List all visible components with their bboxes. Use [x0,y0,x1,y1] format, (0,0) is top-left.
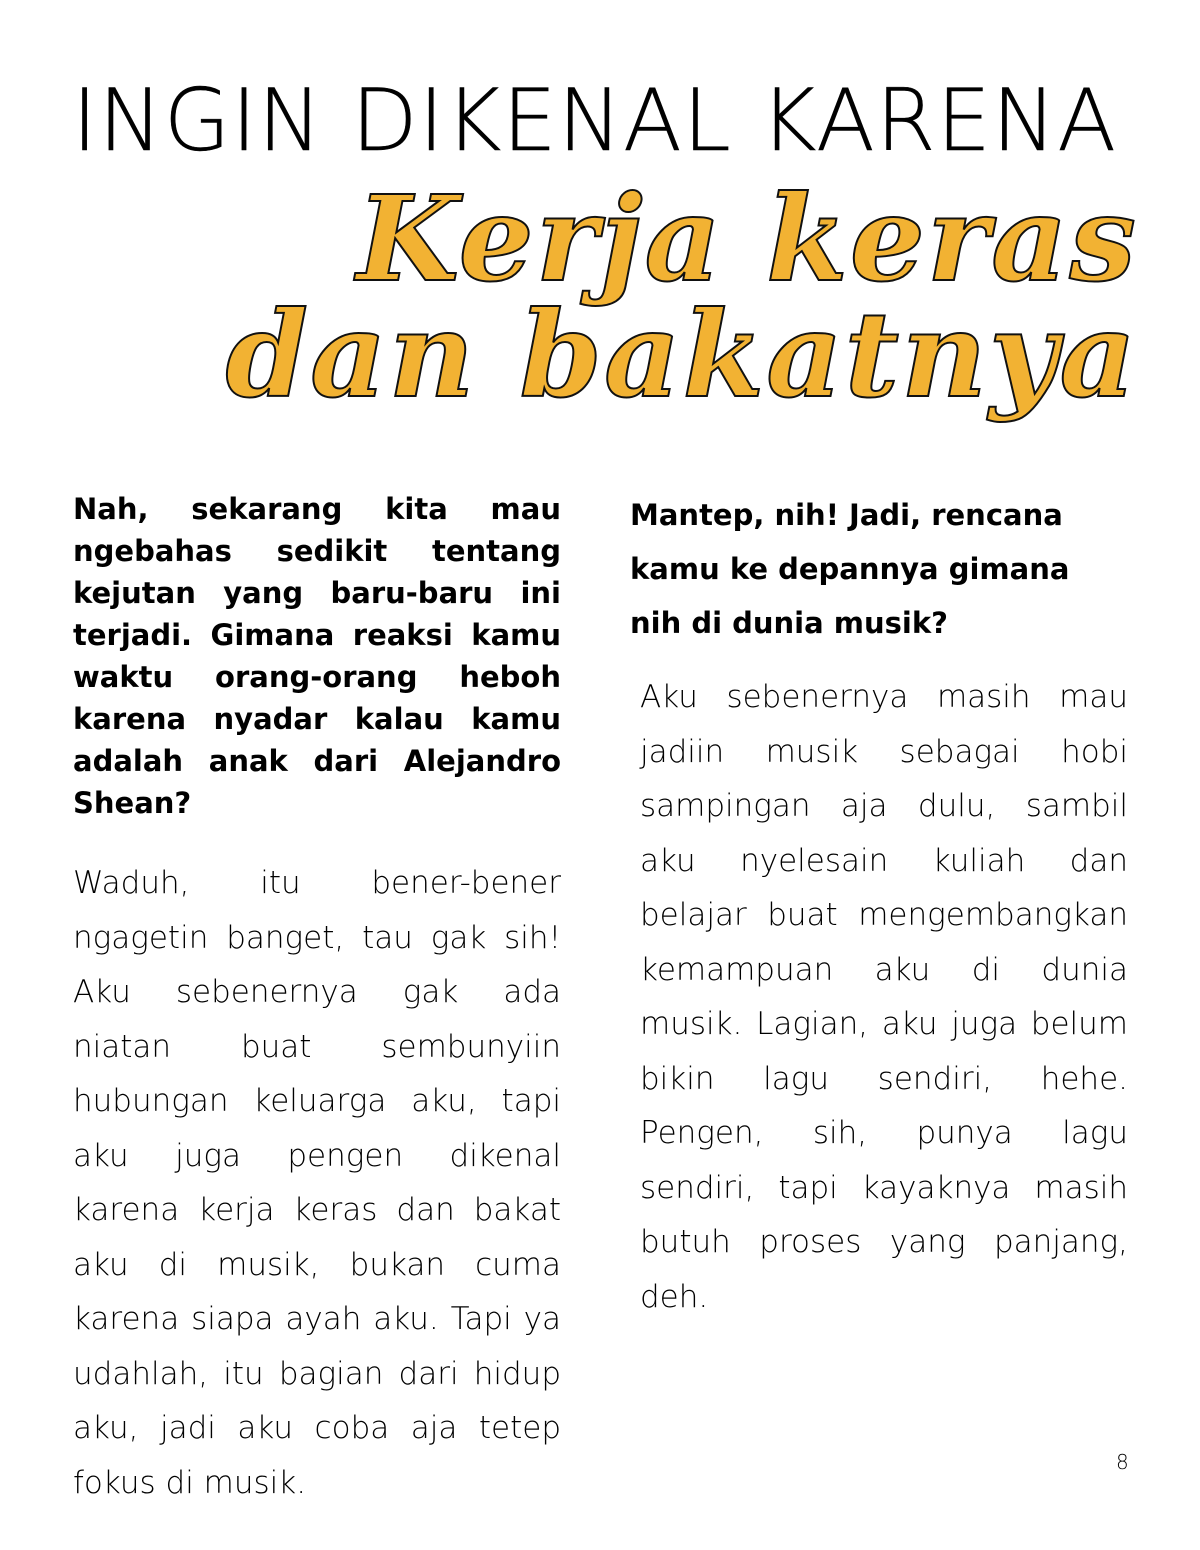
right-question: Mantep, nih! Jadi, rencana kamu ke depannya gimana nih di dunia musik? [630,498,1070,640]
left-column [73,488,561,1510]
page-number: 8 [1116,1450,1129,1474]
headline-script-line2: dan bakatnya [225,285,1138,424]
right-column [630,488,1128,1324]
left-question: Nah, sekarang kita mau ngebahas sedikit tentang kejutan yang baru-baru ini terjadi. Gimana reaksi kamu waktu orang-orang heboh karena nyadar kalau kamu adalah anak dari Alejandro Shean? [73,492,561,820]
left-answer: Waduh, itu bener-bener ngagetin banget, tau gak sih! Aku sebenernya gak ada niatan buat sembunyiin hubungan keluarga aku, tapi aku juga pengen dikenal karena kerja keras dan bakat aku di musik, bukan cuma karena siapa ayah aku. Tapi ya udahlah, itu bagian dari hidup aku, jadi aku coba aja tetep fokus di musik. [73,865,561,1501]
right-answer: Aku sebenernya masih mau jadiin musik sebagai hobi sampingan aja dulu, sambil aku nyelesain kuliah dan belajar buat mengembangkan kemampuan aku di dunia musik. Lagian, aku juga belum bikin lagu sendiri, hehe. Pengen, sih, punya lagu sendiri, tapi kayaknya masih butuh proses yang panjang, deh. [640,679,1128,1315]
headline-script-line1: Kerja keras [356,169,1138,308]
headline-top: INGIN DIKENAL KARENA [72,71,1118,171]
